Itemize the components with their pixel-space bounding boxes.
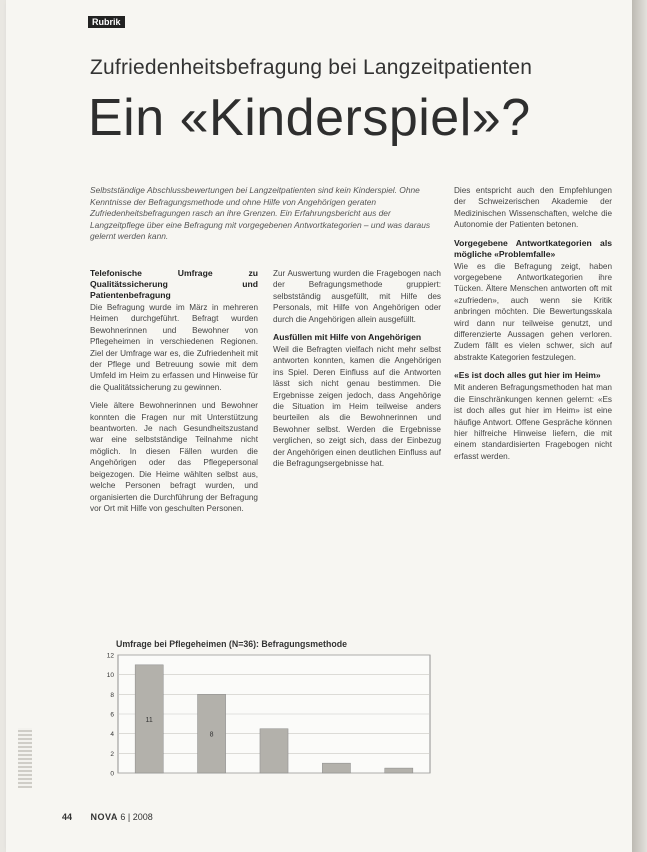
bar xyxy=(322,763,350,773)
section-heading: Vorgegebene Antwortkategorien als mögliche «Problemfalle» xyxy=(454,237,612,259)
paragraph: Dies entspricht auch den Empfehlungen der Schweizerischen Akademie der Medizinischen Wissenschaften, welche die Autonomie der Patienten betonen. xyxy=(454,186,612,230)
article-title: Ein «Kinderspiel»? xyxy=(88,89,531,147)
paragraph: Wie es die Befragung zeigt, haben vorgegebene Antwortkategorien ihre Tücken. Ältere Menschen antworten oft mit «zufrieden», auch wenn sie Kritik anbringen möchten. Die Bewertungsskala wird dann nur teilweise genutzt, und differenzierte Aussagen gehen verloren. Zudem fällt es vielen schwer, sich auf abstrakte Kategorien festzulegen. xyxy=(454,261,612,362)
rubrik-label: Rubrik xyxy=(88,16,125,28)
data-label: 8 xyxy=(209,731,214,739)
magazine-name: NOVA xyxy=(90,812,118,822)
text-column-2 xyxy=(273,268,441,638)
paragraph: Weil die Befragten vielfach nicht mehr selbst antworten konnten, kamen die Angehörigen ins Spiel. Deren Einfluss auf die Antworten lässt sich nicht genau bestimmen. Die Ergebnisse zeigen jedoch, dass Angehörige die Situation im Heim teilweise anders beurteilen als die Bewohnerinnen und Bewohner selbst. Werden die Ergebnisse verglichen, so zeigt sich, dass der Einbezug der Angehörigen einen deutlichen Einfluss auf die Befragungsergebnisse hat. xyxy=(273,345,441,469)
chart-svg xyxy=(80,637,442,797)
y-tick-label: 0 xyxy=(110,770,114,778)
y-tick-label: 6 xyxy=(110,711,114,719)
article-subtitle: Zufriedenheitsbefragung bei Langzeitpatienten xyxy=(90,56,533,79)
y-tick-label: 4 xyxy=(110,731,114,739)
y-tick-label: 8 xyxy=(110,691,114,699)
page-footer xyxy=(62,812,153,822)
section-heading: «Es ist doch alles gut hier im Heim» xyxy=(454,370,601,381)
section-heading: Telefonische Umfrage zu Qualitätssicherung und Patientenbefragung xyxy=(90,268,258,300)
paragraph: Viele ältere Bewohnerinnen und Bewohner konnten die Fragen nur mit Unterstützung beantworten. Je nach Gesundheitszustand war eine selbstständige Teilnahme nicht möglich. In diesen Fällen wurden die Angehörigen oder das Pflegepersonal beigezogen. Die Heime wählten selbst aus, welche Personen befragt wurden, und organisierten die Durchführung der Befragung vor Ort mit Hilfe von geschulten Personen. xyxy=(90,401,258,513)
page-fold xyxy=(632,0,647,852)
text-column-1 xyxy=(90,268,258,638)
chart-title: Umfrage bei Pflegeheimen (N=36): Befragungsmethode xyxy=(116,639,347,649)
bar xyxy=(385,768,413,773)
page-edge-tab xyxy=(18,728,32,788)
y-tick-label: 12 xyxy=(106,652,114,660)
section-heading: Ausfüllen mit Hilfe von Angehörigen xyxy=(273,332,422,343)
bar-chart xyxy=(80,637,442,797)
page-number: 44 xyxy=(62,812,73,822)
article-lead: Selbstständige Abschlussbewertungen bei Langzeitpatienten sind kein Kinderspiel. Ohne Kenntnisse der Befragungsmethode und ohne Hilfe von Angehörigen geraten Zufriedenheitsbefragungen rasch an ihre Grenzen. Ein Erfahrungsbericht aus der Langzeitpflege über eine Befragung mit vorgegebenen Antwortkategorien – und was daraus gelernt werden kann. xyxy=(90,185,431,242)
y-tick-label: 10 xyxy=(106,672,114,680)
data-label: 11 xyxy=(145,716,153,724)
issue-number: 6 | 2008 xyxy=(120,812,153,822)
paragraph: Die Befragung wurde im März in mehreren Heimen durchgeführt. Befragt wurden Bewohnerinnen und Bewohner von Pflegeheimen in verschiedenen Regionen. Ziel der Umfrage war es, die Zufriedenheit mit der Pflege und Betreuung sowie mit dem Umfeld im Heim zu erfassen und Hinweise für die Qualitätssicherung zu gewinnen. xyxy=(90,303,258,392)
paragraph: Zur Auswertung wurden die Fragebogen nach der Befragungsmethode gruppiert: selbstständig ausgefüllt, mit Hilfe des Personals, mit Hilfe von Angehörigen oder durch die Angehörigen allein ausgefüllt. xyxy=(273,269,441,324)
bar xyxy=(260,729,288,773)
paragraph: Mit anderen Befragungsmethoden hat man die Einschränkungen kennen gelernt: «Es ist doch alles gut hier im Heim» ist eine häufige Antwort. Offene Gespräche können hier hilfreiche Hinweise liefern, die mit einem standardisierten Fragebogen nicht erfasst werden. xyxy=(454,383,612,461)
text-column-3 xyxy=(454,185,612,845)
y-tick-label: 2 xyxy=(110,750,114,758)
